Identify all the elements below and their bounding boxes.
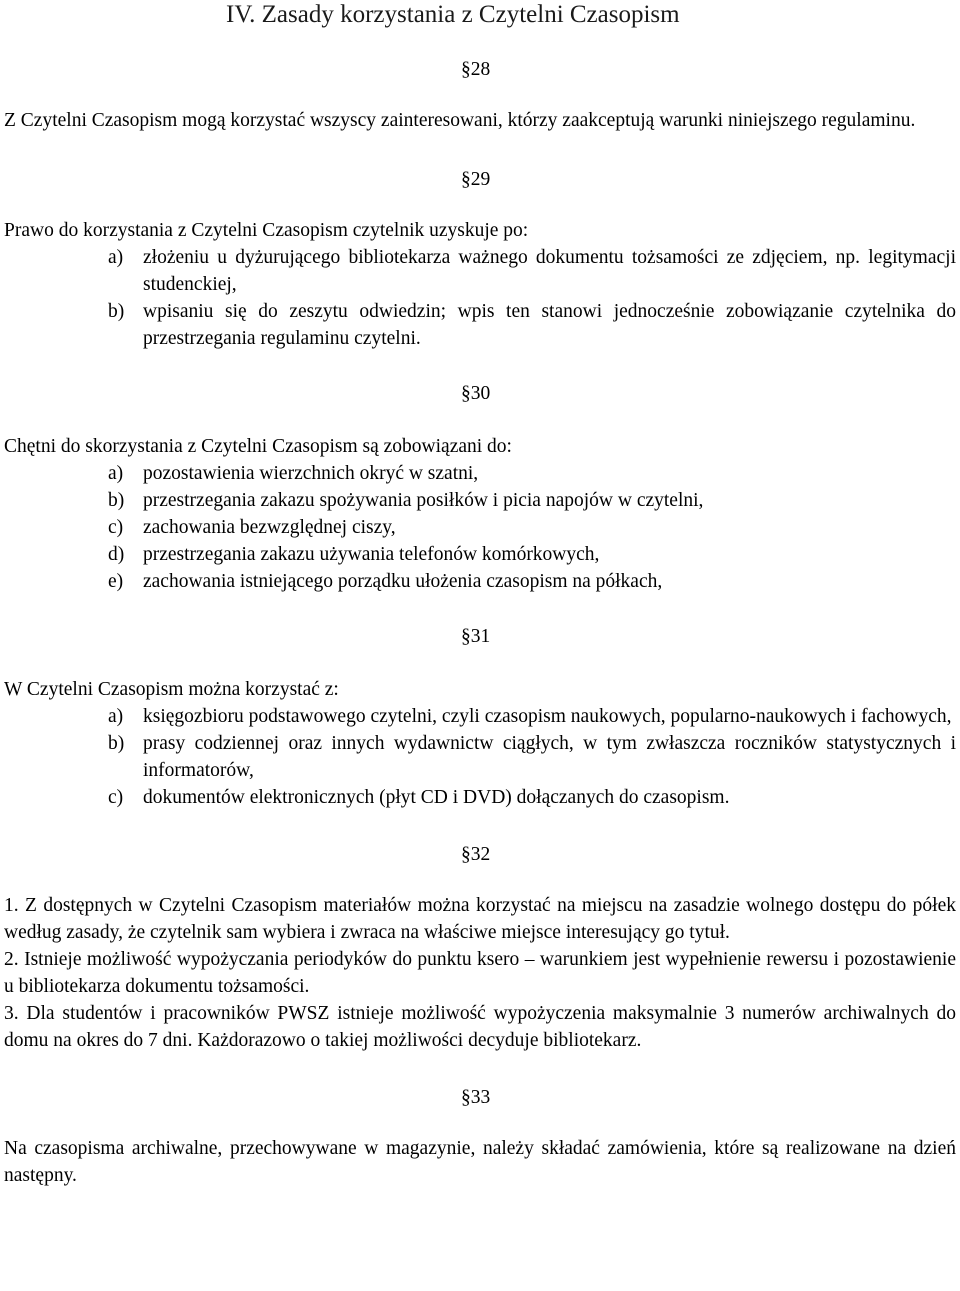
- list-item: [4, 730, 956, 784]
- list-item: [4, 244, 956, 298]
- section-paragraph: 2. Istnieje możliwość wypożyczania periodyków do punktu ksero – warunkiem jest wypełnienie rewersu i pozostawienie u bibliotekarza dokumentu tożsamości.: [4, 949, 956, 997]
- list-marker: a): [108, 463, 124, 484]
- section-intro: W Czytelni Czasopism można korzystać z:: [4, 679, 339, 700]
- list-marker: c): [108, 517, 124, 538]
- list-marker: a): [108, 247, 124, 268]
- list-item-text: prasy codziennej oraz innych wydawnictw ciągłych, w tym zwłaszcza roczników statystycznych i informatorów,: [143, 733, 956, 781]
- list-item-text: pozostawienia wierzchnich okryć w szatni,: [143, 463, 479, 484]
- section-number: §28: [461, 59, 491, 80]
- list-item-text: dokumentów elektronicznych (płyt CD i DVD) dołączanych do czasopism.: [143, 787, 730, 808]
- list-item: [4, 460, 956, 487]
- section-33: [4, 1084, 956, 1189]
- list-item-text: przestrzegania zakazu spożywania posiłków i picia napojów w czytelni,: [143, 490, 704, 511]
- section-31: [4, 623, 956, 811]
- section-number: §32: [461, 844, 491, 865]
- list-item: [4, 703, 956, 730]
- list-marker: a): [108, 706, 124, 727]
- list-item: [4, 541, 956, 568]
- list-item: [4, 568, 956, 595]
- list-marker: b): [108, 490, 125, 511]
- section-text: Z Czytelni Czasopism mogą korzystać wszyscy zainteresowani, którzy zaakceptują warunki niniejszego regulaminu.: [4, 110, 916, 131]
- section-number: §33: [461, 1087, 491, 1108]
- list-marker: b): [108, 301, 125, 322]
- section-32: [4, 841, 956, 1054]
- section-number: §29: [461, 169, 491, 190]
- section-30: [4, 380, 956, 595]
- chapter-title: IV. Zasady korzystania z Czytelni Czasopism: [226, 1, 680, 28]
- section-number: §31: [461, 626, 491, 647]
- list-marker: c): [108, 787, 124, 808]
- section-paragraph: 3. Dla studentów i pracowników PWSZ istnieje możliwość wypożyczenia maksymalnie 3 numerów archiwalnych do domu na okres do 7 dni. Każdorazowo o takiej możliwości decyduje bibliotekarz.: [4, 1003, 956, 1051]
- section-text: Na czasopisma archiwalne, przechowywane w magazynie, należy składać zamówienia, które są realizowane na dzień następny.: [4, 1138, 956, 1186]
- list-marker: d): [108, 544, 125, 565]
- list-marker: b): [108, 733, 125, 754]
- section-number: §30: [461, 383, 491, 404]
- section-29: [4, 166, 956, 352]
- list-item: [4, 298, 956, 352]
- list-item: [4, 487, 956, 514]
- section-28: [4, 56, 956, 134]
- list-item-text: przestrzegania zakazu używania telefonów komórkowych,: [143, 544, 600, 565]
- list-item-text: księgozbioru podstawowego czytelni, czyli czasopism naukowych, popularno-naukowych i fachowych,: [143, 706, 952, 727]
- section-list: [4, 244, 956, 352]
- list-item-text: zachowania istniejącego porządku ułożenia czasopism na półkach,: [143, 571, 663, 592]
- section-list: [4, 703, 956, 811]
- list-item-text: złożeniu u dyżurującego bibliotekarza ważnego dokumentu tożsamości ze zdjęciem, np. legitymacji studenckiej,: [143, 247, 956, 295]
- list-item: [4, 514, 956, 541]
- list-item: [4, 784, 956, 811]
- list-marker: e): [108, 571, 124, 592]
- section-intro: Chętni do skorzystania z Czytelni Czasopism są zobowiązani do:: [4, 436, 512, 457]
- section-list: [4, 460, 956, 595]
- section-paragraph: 1. Z dostępnych w Czytelni Czasopism materiałów można korzystać na miejscu na zasadzie wolnego dostępu do półek według zasady, że czytelnik sam wybiera i zwraca na właściwe miejsce interesujący go tytuł.: [4, 895, 956, 943]
- list-item-text: wpisaniu się do zeszytu odwiedzin; wpis ten stanowi jednocześnie zobowiązanie czytelnika do przestrzegania regulaminu czytelni.: [143, 301, 956, 349]
- section-intro: Prawo do korzystania z Czytelni Czasopism czytelnik uzyskuje po:: [4, 220, 529, 241]
- list-item-text: zachowania bezwzględnej ciszy,: [143, 517, 396, 538]
